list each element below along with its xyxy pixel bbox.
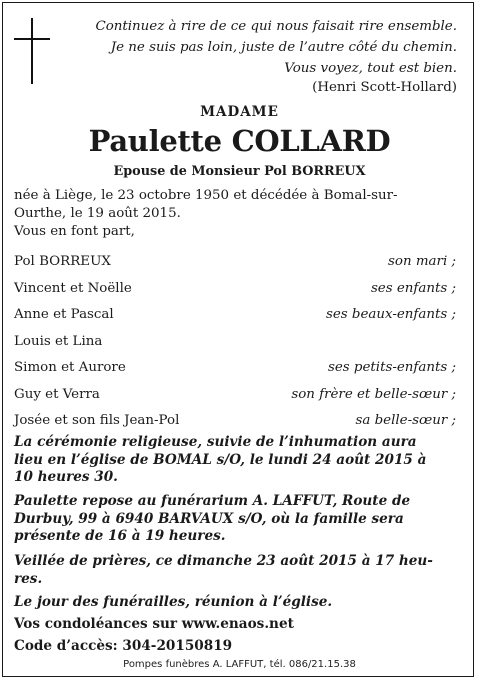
info-line: La cérémonie religieuse, suivie de l’inhumation aura [14,434,417,450]
family-relation: ses petits-enfants ; [328,360,456,375]
family-relation: son mari ; [388,254,456,269]
info-line: lieu en l’église de BOMAL s/O, le lundi 24 août 2015 à [14,451,427,468]
quote-line: Je ne suis pas loin, juste de l’autre côté du chemin. [110,40,457,55]
footer-funeral-home: Pompes funèbres A. LAFFUT, tél. 086/21.15.38 [123,659,356,670]
quote [95,16,457,79]
access-code: Code d’accès: 304-20150819 [14,638,233,654]
family-row [14,254,456,269]
family-names: Vincent et Noëlle [14,281,132,296]
info-line: 10 heures 30. [14,469,118,485]
family-relation: sa belle-sœur ; [355,413,456,428]
info-line: Durbuy, 99 à 6940 BARVAUX s/O, où la famille sera [14,510,404,527]
family-row [14,387,456,402]
info-line: res. [14,570,43,587]
quote-line: Vous voyez, tout est bien. [284,61,457,76]
quote-author: (Henri Scott-Hollard) [312,80,457,95]
intro-line: Vous en font part, [14,224,135,239]
intro-line: Ourthe, le 19 août 2015. [14,206,181,221]
funeral-day-info: Le jour des funérailles, réunion à l’église. [14,594,333,610]
intro [14,187,464,241]
title: MADAME [200,104,279,120]
intro-line: née à Liège, le 23 octobre 1950 et décédée à Bomal-sur- [14,188,398,203]
funerarium-info [14,493,464,546]
deceased-name: Paulette COLLARD [88,124,391,158]
family-relation: son frère et belle-sœur ; [291,387,456,402]
cross-icon [14,18,50,84]
info-line: Paulette repose au funérarium A. LAFFUT, Route de [14,493,411,509]
condolences-link[interactable]: Vos condoléances sur www.enaos.net [14,616,294,632]
spouse-line: Epouse de Monsieur Pol BORREUX [113,164,366,179]
family-names: Pol BORREUX [14,254,111,269]
family-row [14,334,456,349]
family-relation: ses beaux-enfants ; [325,307,456,322]
family-names: Josée et son fils Jean-Pol [14,413,180,428]
family-row [14,307,456,322]
family-names: Guy et Verra [14,387,100,402]
family-names: Louis et Lina [14,334,103,349]
info-line: Veillée de prières, ce dimanche 23 août 2015 à 17 heu- [14,553,433,569]
family-relation: ses enfants ; [370,281,456,296]
ceremony-info [14,434,464,487]
family-names: Anne et Pascal [14,307,114,322]
vigil-info [14,553,464,588]
family-names: Simon et Aurore [14,360,126,375]
family-row [14,413,456,428]
quote-line: Continuez à rire de ce qui nous faisait rire ensemble. [95,19,457,34]
family-row [14,281,456,296]
family-row [14,360,456,375]
info-line: présente de 16 à 19 heures. [14,528,226,544]
